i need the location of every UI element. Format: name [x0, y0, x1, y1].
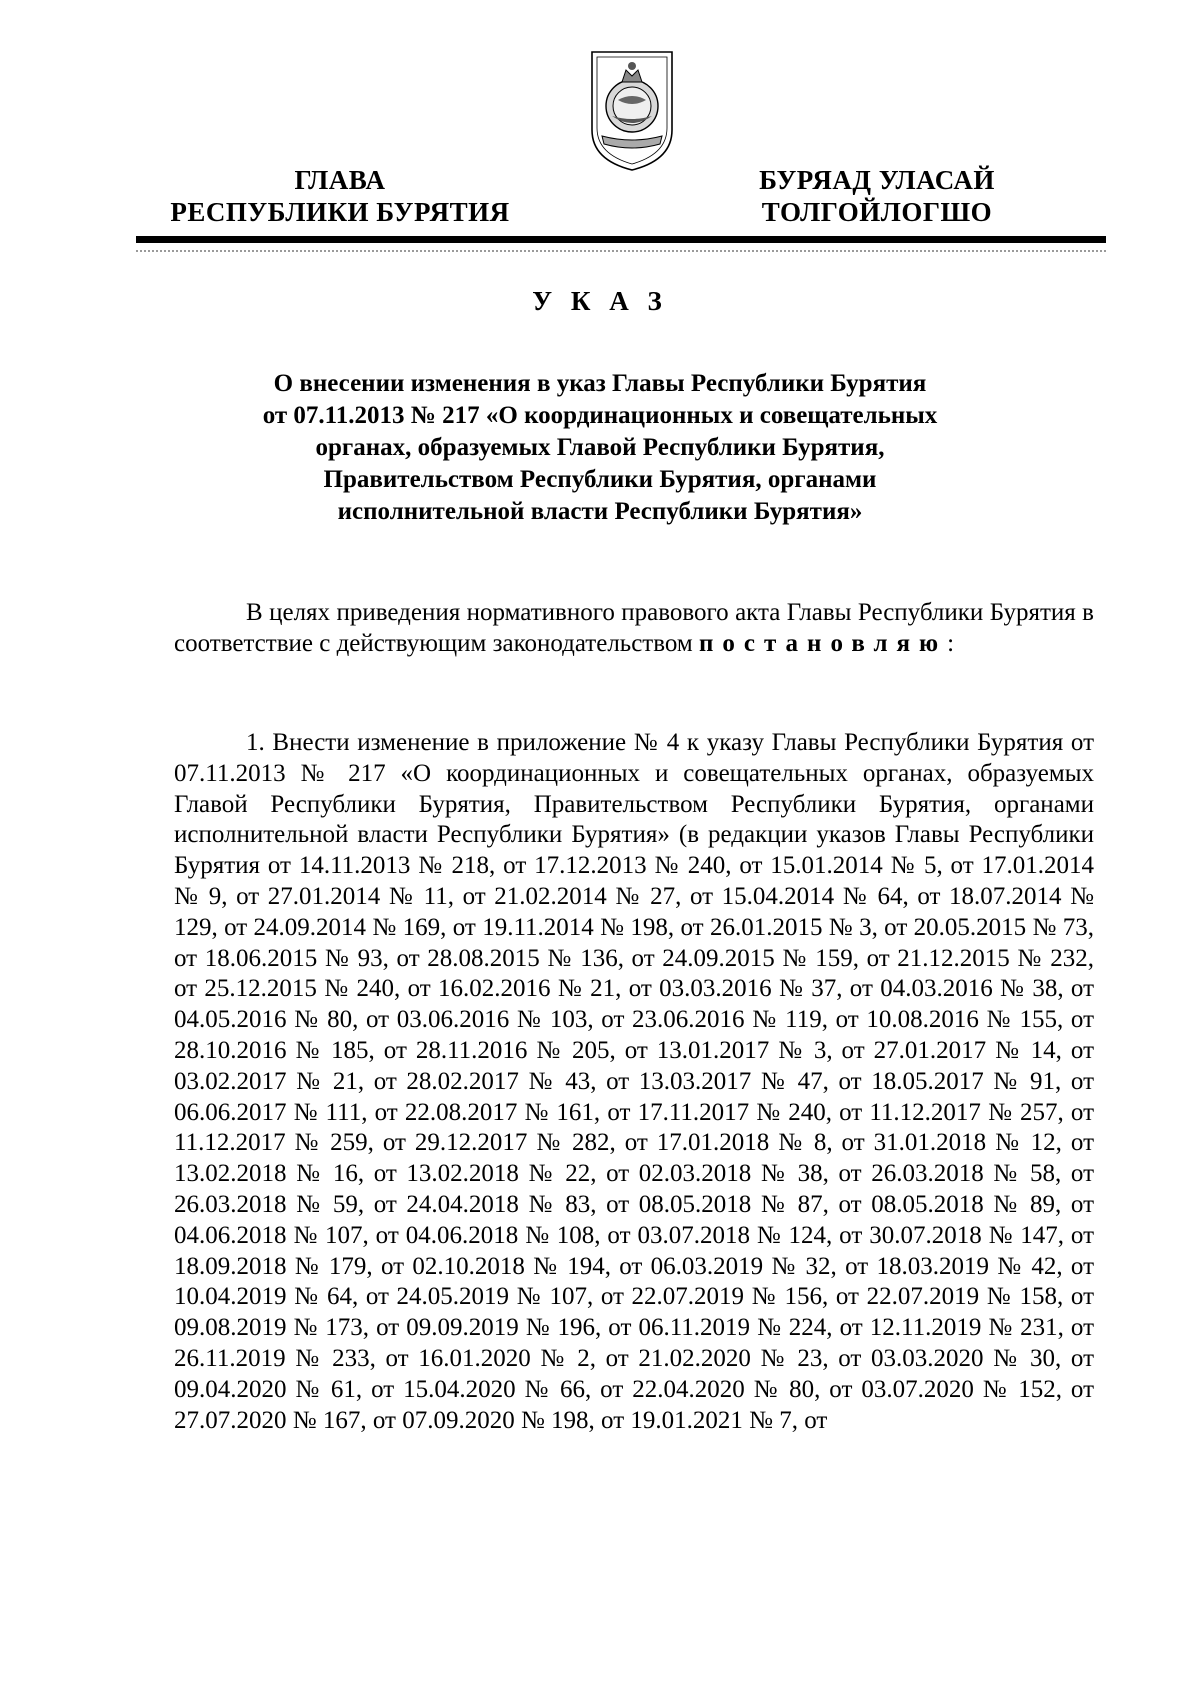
preamble-colon: :: [947, 629, 955, 657]
subject-line: от 07.11.2013 № 217 «О координационных и совещательных: [262, 402, 938, 429]
coat-of-arms-icon: [582, 48, 682, 174]
issuer-buryat-line1: БУРЯАД УЛАСАЙ: [759, 165, 995, 195]
preamble-text: В целях приведения нормативного правового акта Главы Республики Бурятия в соответствие с действующим законодательством: [174, 599, 1094, 657]
subject-line: органах, образуемых Главой Республики Бурятия,: [315, 434, 885, 461]
header-rule: [136, 236, 1106, 243]
item-1-paragraph: 1. Внести изменение в приложение № 4 к указу Главы Республики Бурятия от 07.11.2013 № 217 «О координационных и совещательных органах, образуемых Главой Республики Бурятия, Правительством Республики Бурятия, органами исполнительной власти Республики Бурятия» (в редакции указов Главы Республики Бурятия от 14.11.2013 № 218, от 17.12.2013 № 240, от 15.01.2014 № 5, от 17.01.2014 № 9, от 27.01.2014 № 11, от 21.02.2014 № 27, от 15.04.2014 № 64, от 18.07.2014 № 129, от 24.09.2014 № 169, от 19.11.2014 № 198, от 26.01.2015 № 3, от 20.05.2015 № 73, от 18.06.2015 № 93, от 28.08.2015 № 136, от 24.09.2015 № 159, от 21.12.2015 № 232, от 25.12.2015 № 240, от 16.02.2016 № 21, от 03.03.2016 № 37, от 04.03.2016 № 38, от 04.05.2016 № 80, от 03.06.2016 № 103, от 23.06.2016 № 119, от 10.08.2016 № 155, от 28.10.2016 № 185, от 28.11.2016 № 205, от 13.01.2017 № 3, от 27.01.2017 № 14, от 03.02.2017 № 21, от 28.02.2017 № 43, от 13.03.2017 № 47, от 18.05.2017 № 91, от 06.06.2017 № 111, от 22.08.2017 № 161, от 17.11.2017 № 240, от 11.12.2017 № 257, от 11.12.2017 № 259, от 29.12.2017 № 282, от 17.01.2018 № 8, от 31.01.2018 № 12, от 13.02.2018 № 16, от 13.02.2018 № 22, от 02.03.2018 № 38, от 26.03.2018 № 58, от 26.03.2018 № 59, от 24.04.2018 № 83, от 08.05.2018 № 87, от 08.05.2018 № 89, от 04.06.2018 № 107, от 04.06.2018 № 108, от 03.07.2018 № 124, от 30.07.2018 № 147, от 18.09.2018 № 179, от 02.10.2018 № 194, от 06.03.2019 № 32, от 18.03.2019 № 42, от 10.04.2019 № 64, от 24.05.2019 № 107, от 22.07.2019 № 156, от 22.07.2019 № 158, от 09.08.2019 № 173, от 09.09.2019 № 196, от 06.11.2019 № 224, от 12.11.2019 № 231, от 26.11.2019 № 233, от 16.01.2020 № 2, от 21.02.2020 № 23, от 03.03.2020 № 30, от 09.04.2020 № 61, от 15.04.2020 № 66, от 22.04.2020 № 80, от 03.07.2020 № 152, от 27.07.2020 № 167, от 07.09.2020 № 198, от 19.01.2021 № 7, от: [174, 729, 1094, 1434]
header-dotted-rule: [136, 250, 1106, 252]
preamble-paragraph: [174, 598, 1094, 660]
decree-word: постановляю: [698, 629, 948, 657]
issuer-buryat: [712, 164, 1042, 228]
issuer-russian-line1: ГЛАВА: [294, 165, 386, 195]
issuer-russian: [136, 164, 544, 228]
subject-line: исполнительной власти Республики Бурятия»: [337, 498, 863, 525]
issuer-russian-line2: РЕСПУБЛИКИ БУРЯТИЯ: [170, 197, 510, 227]
document-type-title: У К А З: [532, 286, 668, 316]
document-subject: [160, 368, 1040, 528]
subject-line: О внесении изменения в указ Главы Республики Бурятия: [273, 370, 927, 397]
issuer-buryat-line2: ТОЛГОЙЛОГШО: [761, 197, 993, 227]
subject-line: Правительством Республики Бурятия, органами: [323, 466, 877, 493]
